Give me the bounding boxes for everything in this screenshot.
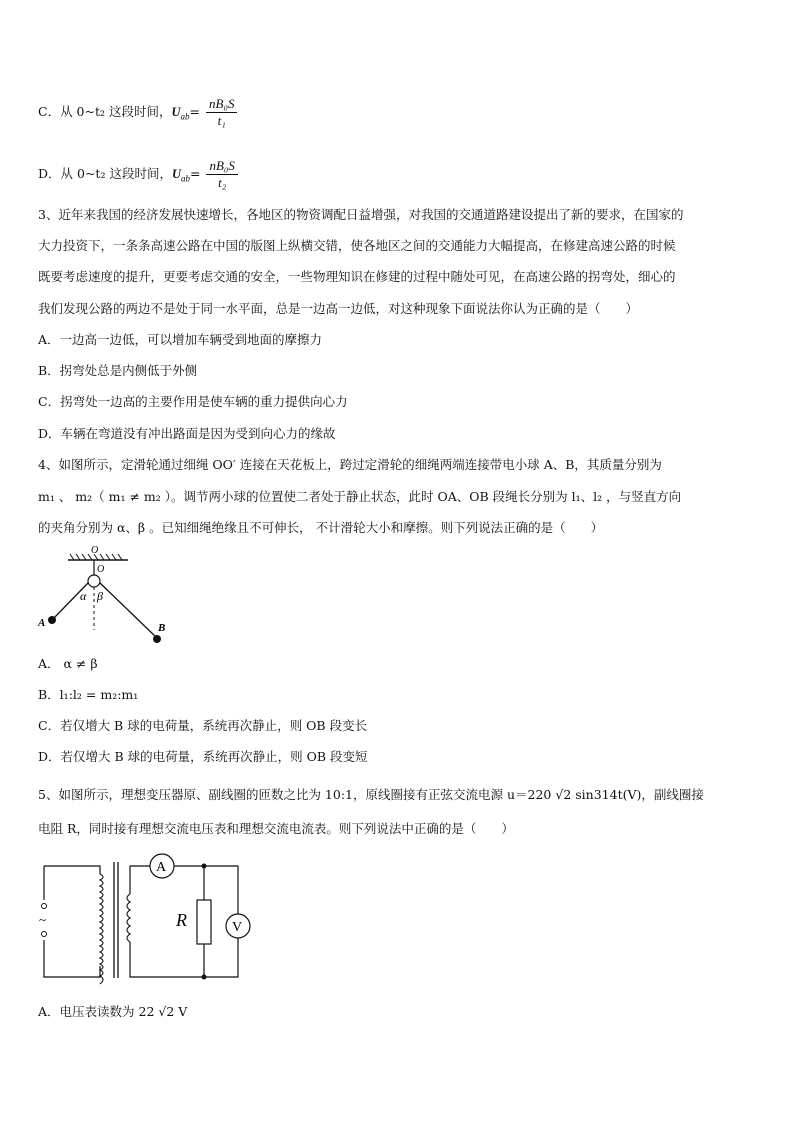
option-d-prev [38, 158, 238, 191]
primary-top-wire [44, 866, 100, 874]
ball-a [48, 616, 56, 624]
voltage-subscript: ab [180, 173, 190, 184]
q3-option-c: C．拐弯处一边高的主要作用是使车辆的重力提供向心力 [38, 394, 348, 409]
q3-line-3: 既要考虑速度的提升，更要考虑交通的安全，一些物理知识在修建的过程中随处可见，在高速公路的拐弯处，细心的 [38, 269, 676, 284]
q5-line-2: 电阻 R，同时接有理想交流电压表和理想交流电流表。则下列说法中正确的是（ ） [38, 821, 514, 836]
ammeter-label: A [156, 860, 167, 875]
source-terminal-bottom [42, 932, 47, 937]
pulley-figure [30, 540, 180, 650]
q3-line-1: 3、近年来我国的经济发展快速增长，各地区的物资调配日益增强，对我国的交通道路建设提出了新的要求，在国家的 [38, 207, 684, 222]
ac-source-symbol: ~ [39, 912, 47, 927]
pulley-label: O [97, 564, 105, 575]
q3-option-b: B．拐弯处总是内侧低于外侧 [38, 363, 198, 378]
option-text: 从 0~t₂ 这段时间， [60, 104, 172, 119]
option-c-prev [38, 96, 237, 129]
secondary-top-wire [130, 866, 150, 894]
ball-b [153, 635, 161, 643]
resistor-label: R [176, 910, 187, 930]
q4-line-2: m₁ 、 m₂（ m₁ ≠ m₂ ）。调节两小球的位置使二者处于静止状态，此时 OA、OB 段绳长分别为 l₁、l₂ ，与竖直方向 [38, 489, 682, 504]
primary-bottom-wire [44, 866, 100, 977]
q4-line-1: 4、如图所示，定滑轮通过细绳 OO′ 连接在天花板上，跨过定滑轮的细绳两端连接带电小球 A、B，其质量分别为 [38, 457, 662, 472]
voltage-symbol: U [171, 105, 181, 119]
secondary-coil [127, 894, 130, 942]
junction-bottom [202, 975, 207, 980]
equals-sign: = [189, 104, 201, 119]
q3-option-a: A．一边高一边低，可以增加车辆受到地面的摩擦力 [38, 332, 323, 347]
numerator: nB₀S [206, 158, 237, 175]
equals-sign: = [189, 166, 201, 181]
q4-option-a: A． α ≠ β [38, 656, 98, 671]
q3-option-d: D．车辆在弯道没有冲出路面是因为受到向心力的缘故 [38, 426, 336, 441]
option-text: 从 0~t₂ 这段时间， [60, 166, 172, 181]
q3-line-2: 大力投资下，一条条高速公路在中国的版图上纵横交错，使各地区之间的交通能力大幅提高，在修建高速公路的时候 [38, 238, 676, 253]
voltage-subscript: ab [180, 111, 190, 122]
denominator: t₂ [218, 175, 227, 190]
source-terminal-top [42, 904, 47, 909]
q4-option-b: B．l₁:l₂ = m₂:m₁ [38, 687, 139, 702]
beta-label: β [97, 589, 103, 603]
q5-line-1: 5、如图所示，理想变压器原、副线圈的匝数之比为 10:1，原线圈接有正弦交流电源 u＝220 √2 sin314t(V)，副线圈接 [38, 787, 704, 802]
option-label: D． [38, 166, 61, 181]
q4-option-d: D．若仅增大 B 球的电荷量，系统再次静止，则 OB 段变短 [38, 749, 368, 764]
resistor [197, 900, 211, 944]
alpha-label: α [80, 589, 87, 603]
pulley [88, 575, 100, 587]
fraction [206, 96, 237, 129]
junction-top [202, 864, 207, 869]
voltmeter-label: V [232, 920, 243, 935]
q5-option-a: A．电压表读数为 22 √2 V [38, 1004, 188, 1019]
option-label: C． [38, 104, 61, 119]
voltage-symbol: U [171, 167, 181, 181]
ball-b-label: B [158, 622, 166, 634]
fraction [206, 158, 237, 191]
ball-a-label: A [38, 617, 46, 629]
q4-option-c: C．若仅增大 B 球的电荷量，系统再次静止，则 OB 段变长 [38, 718, 368, 733]
q4-line-3: 的夹角分别为 α、β 。已知细绳绝缘且不可伸长， 不计滑轮大小和摩擦。则下列说法正确的是（ ） [38, 520, 604, 535]
denominator: t₁ [217, 113, 226, 128]
transformer-circuit-figure [34, 850, 254, 985]
rope-ob [100, 583, 157, 638]
q3-line-4: 我们发现公路的两边不是处于同一水平面，总是一边高一边低，对这种现象下面说法你认为正确的是（ ） [38, 301, 639, 316]
ceiling-point-label: O [91, 545, 99, 556]
numerator: nB₀S [206, 96, 237, 113]
